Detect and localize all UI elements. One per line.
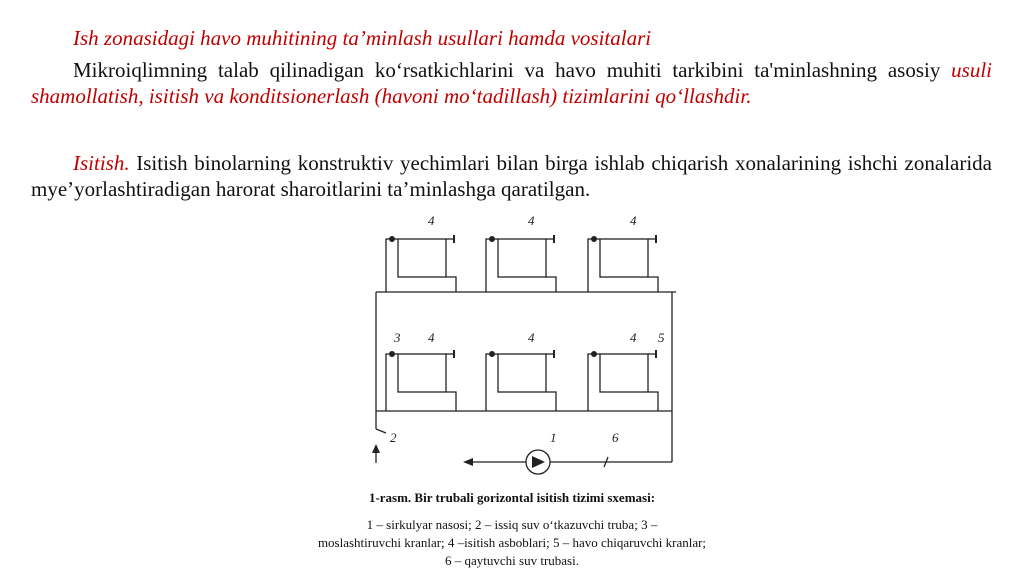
label-radiator-top-3: 4 <box>630 213 637 228</box>
figure-caption-legend <box>262 516 762 570</box>
label-pump: 1 <box>550 430 557 445</box>
label-air-valve: 5 <box>658 330 665 345</box>
label-valve: 3 <box>394 330 401 345</box>
label-riser: 2 <box>390 430 397 445</box>
paragraph-ventilation-highlight: usuli shamollatish, isitish va konditsionerlash (havoni mo‘tadillash) tizimlarini qo‘llashdir. <box>31 58 992 108</box>
caption-line: 6 – qaytuvchi suv trubasi. <box>445 553 579 568</box>
radiator-row-top <box>386 239 658 292</box>
label-radiator-top-2: 4 <box>528 213 535 228</box>
heating-system-diagram <box>356 211 676 486</box>
radiator-row-bottom <box>386 354 658 411</box>
paragraph-ventilation <box>31 57 992 109</box>
paragraph-ventilation-text: Mikroiqlimning talab qilinadigan ko‘rsatkichlarini va havo muhiti tarkibini ta'minlashning asosiy <box>73 58 952 82</box>
figure-caption-title: 1-rasm. Bir trubali gorizontal isitish tizimi sxemasi: <box>368 490 656 505</box>
caption-line: moslashtiruvchi kranlar; 4 –isitish asboblari; 5 – havo chiqaruvchi kranlar; <box>317 535 707 550</box>
heating-term: Isitish. <box>73 151 130 175</box>
caption-line: 1 – sirkulyar nasosi; 2 – issiq suv o‘tkazuvchi truba; 3 – <box>366 517 658 532</box>
label-radiator-bottom-2: 4 <box>528 330 535 345</box>
label-radiator-top-1: 4 <box>428 213 435 228</box>
section-heading: Ish zonasidagi havo muhitining ta’minlash usullari hamda vositalari <box>73 26 652 50</box>
label-radiator-bottom-1: 4 <box>428 330 435 345</box>
paragraph-heating <box>31 150 992 202</box>
label-radiator-bottom-3: 4 <box>630 330 637 345</box>
paragraph-heating-text: Isitish binolarning konstruktiv yechimlari bilan birga ishlab chiqarish xonalarining ishchi zonalarida mye’yorlashtiradigan harorat sharoitlarini ta’minlashga qaratilgan. <box>31 151 992 201</box>
label-return-pipe: 6 <box>612 430 619 445</box>
